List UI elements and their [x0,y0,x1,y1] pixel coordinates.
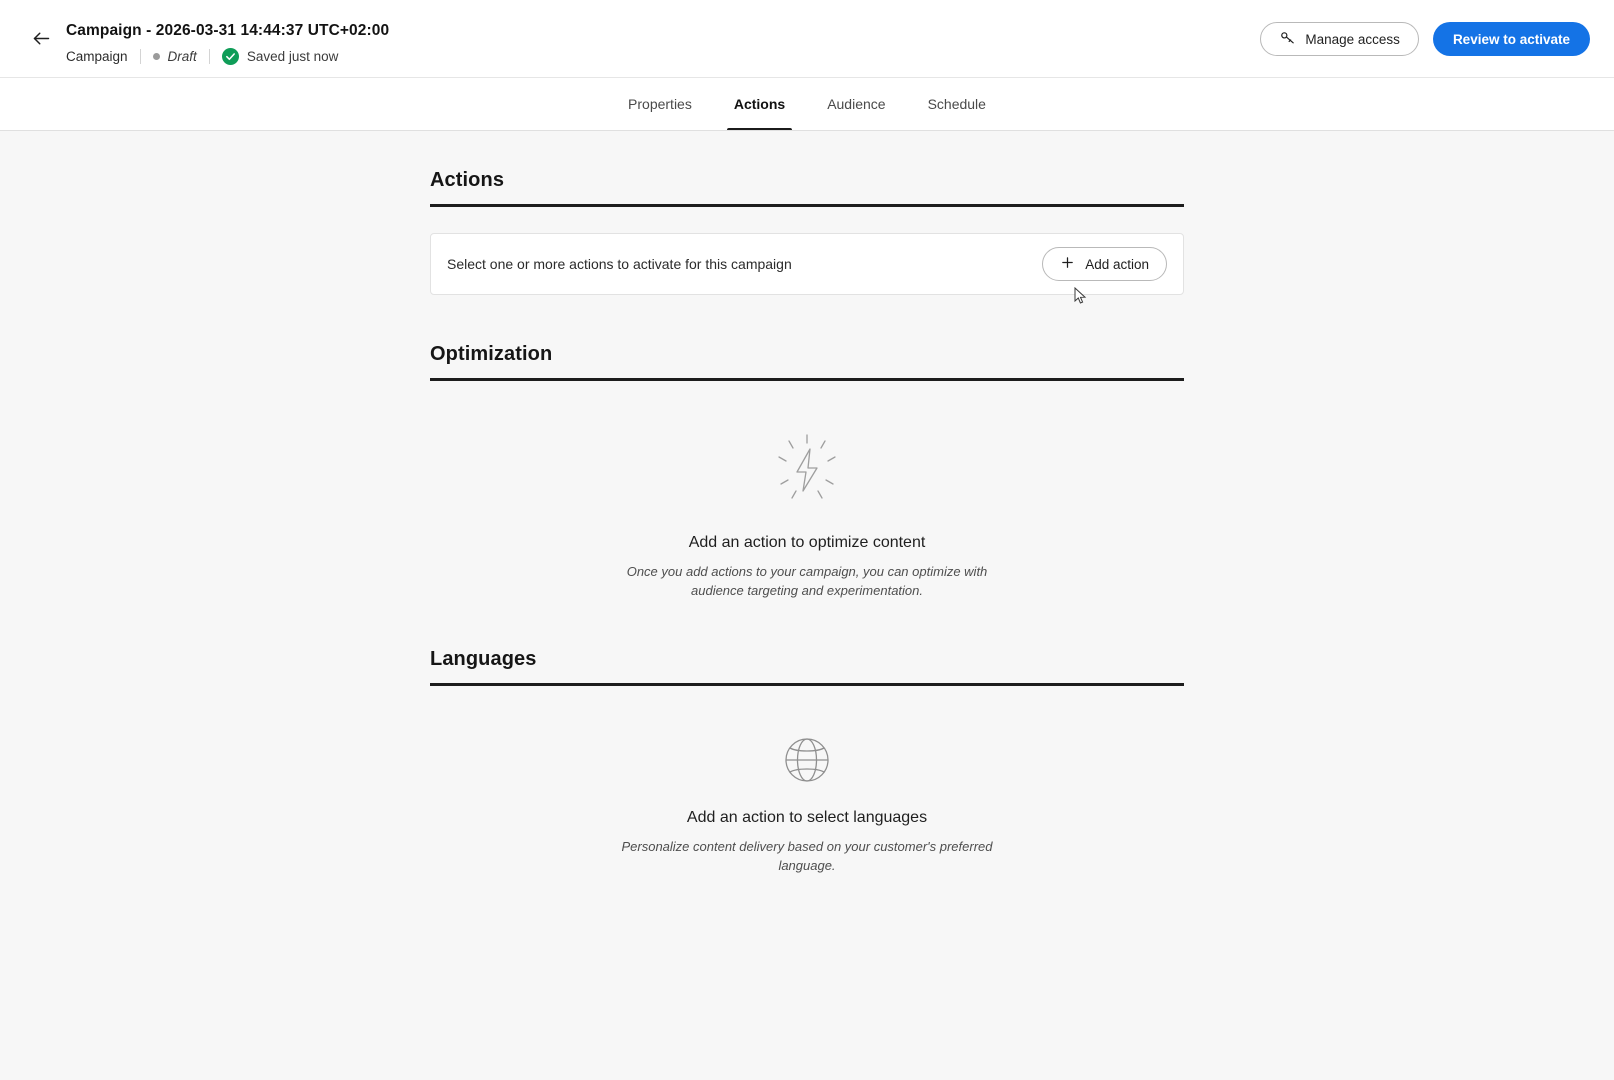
tab-label: Actions [733,96,786,112]
separator [209,49,210,64]
actions-section [430,169,1184,295]
optimization-empty-desc: Once you add actions to your campaign, you can optimize with audience targeting and experimentation. [626,564,988,598]
tab-label: Schedule [927,96,986,112]
optimization-section [430,343,1184,600]
languages-empty-state [430,712,1184,875]
tab-schedule[interactable] [907,78,1007,130]
section-divider [430,204,1184,207]
globe-icon [779,732,835,793]
content-column [430,169,1184,1080]
tab-audience[interactable] [806,78,906,130]
header-actions [1260,22,1590,56]
saved-label: Saved just now [246,49,339,64]
tab-label: Properties [628,96,692,112]
plus-icon [1060,255,1075,273]
lightning-bolt-icon [764,427,850,518]
actions-card-text: Select one or more actions to activate for this campaign [447,256,792,272]
status-badge: Draft [167,49,197,64]
tab-properties[interactable] [607,78,713,130]
optimization-empty-state [430,407,1184,600]
page-title: Campaign - 2026-03-31 14:44:37 UTC+02:00 [66,22,390,39]
back-button[interactable] [24,24,58,58]
languages-empty-title: Add an action to select languages [686,809,928,826]
key-icon [1279,29,1296,49]
app-header [0,0,1614,78]
manage-access-button[interactable] [1260,22,1419,56]
header-title-block [66,22,389,65]
languages-section-title: Languages [430,648,537,670]
arrow-left-icon [31,28,52,54]
separator [140,49,141,64]
status-dot-icon [153,53,160,60]
actions-section-title: Actions [430,169,505,191]
languages-empty-desc: Personalize content delivery based on your customer's preferred language. [621,839,993,873]
header-subline [66,48,389,65]
tab-bar [0,78,1614,131]
spacer [430,295,1184,343]
tab-actions[interactable] [713,78,806,130]
review-label: Review to activate [1452,31,1570,47]
actions-empty-card [430,233,1184,295]
check-circle-icon [222,48,239,65]
tab-label: Audience [827,96,886,112]
add-action-label: Add action [1085,256,1149,272]
optimization-empty-title: Add an action to optimize content [688,534,926,551]
section-divider [430,683,1184,686]
breadcrumb[interactable]: Campaign [66,49,128,64]
spacer [430,600,1184,648]
review-to-activate-button[interactable] [1433,22,1590,56]
add-action-button[interactable] [1042,247,1167,281]
page-body [0,131,1614,1080]
optimization-section-title: Optimization [430,343,553,365]
save-status [222,48,339,65]
manage-access-label: Manage access [1305,31,1400,47]
section-divider [430,378,1184,381]
languages-section [430,648,1184,875]
